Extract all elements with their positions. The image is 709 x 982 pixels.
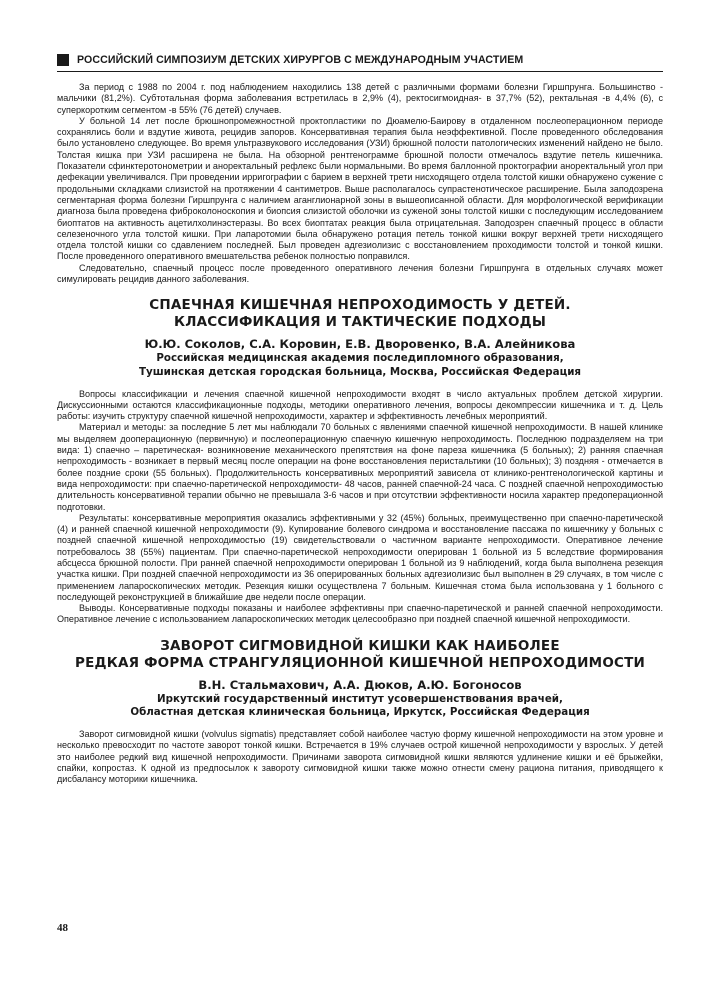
affiliation-line: Российская медицинская академия последипломного образования,	[156, 352, 564, 365]
intro-section	[57, 82, 663, 285]
article-adhesive-obstruction	[57, 297, 663, 625]
paragraph: У больной 14 лет после брюшнопромежностной проктопластики по Дюамелю-Баирову в отдаленном послеоперационном периоде сохранялись боли и вздутие живота, рецидив запоров. Консервативная терапия была неэффективной. После проведенного обследования было установлено следующее. Во время ультразвукового исследования (УЗИ) брюшной полости патологических изменений найдено не было. Толстая кишка при УЗИ расширена не была. На обзорной рентгенограмме брюшной полости отмечалось вздутие петель кишечника. Показатели сфинктеротонометрии и аноректальный рефлекс были нормальными. Во время баллонной проктографии аноректальный угол при дефекации увеличивался. При проведении ирригографии с барием в верхней трети нисходящего отдела толстой кишки обнаружено сужение с продольными складками слизистой на протяжении 4 сантиметров. Выше располагалось супрастенотическое расширение. Была заподозрена сегментарная форма болезни Гиршпрунга с наличием аганглионарной зоны в вышеописанной области. Для морфологической верификации диагноза была проведена фиброколоноскопия и биопсия слизистой оболочки из суженой зоны толстой кишки с последующим исследованием биоптатов на активность ацетилхолинэстеразы. Во всех биоптатах реакция была отрицательная. Заподозрен спаечный процесс в области селезеночного угла толстой кишки. При лапаротомии была обнаружено ротация петель тонкой кишки вокруг верхней трети нисходящего отдела толстой кишки со сдавлением последней. Был проведен адгезиолизис с восстановлением проходимости толстой и тонкой кишки. После проведенного оперативного вмешательства ребенок полностью поправился.	[57, 115, 663, 262]
article-title-line: СПАЕЧНАЯ КИШЕЧНАЯ НЕПРОХОДИМОСТЬ У ДЕТЕЙ.	[149, 297, 571, 314]
journal-section-title: РОССИЙСКИЙ СИМПОЗИУМ ДЕТСКИХ ХИРУРГОВ С МЕЖДУНАРОДНЫМ УЧАСТИЕМ	[77, 54, 524, 66]
paragraph: Заворот сигмовидной кишки (volvulus sigmatis) представляет собой наиболее частую форму кишечной непроходимости на этом уровне и несколько превосходит по частоте заворот тонкой кишки. Встречается в 19% случаев острой кишечной непроходимости у взрослых. У детей это наиболее редкий вид кишечной непроходимости. Причинами заворота сигмовидной кишки являются удлинение кишки и её брыжейки, спайки, копростаз. К одной из предпосылок к завороту сигмовидной кишки также можно отнести смену рациона питания, приводящего к дисбалансу моторики кишечника.	[57, 728, 663, 785]
article-affiliation	[57, 352, 663, 379]
paragraph: Следовательно, спаечный процесс после проведенного оперативного лечения болезни Гиршпрунга в отдельных случаях может симулировать рецидив данного заболевания.	[57, 262, 663, 285]
affiliation-line: Тушинская детская городская больница, Москва, Российская Федерация	[138, 365, 582, 378]
article-authors: Ю.Ю. Соколов, С.А. Коровин, Е.В. Дворовенко, В.А. Алейникова	[144, 337, 576, 352]
article-title	[57, 297, 663, 331]
article-title-line: РЕДКАЯ ФОРМА СТРАНГУЛЯЦИОННОЙ КИШЕЧНОЙ НЕПРОХОДИМОСТИ	[74, 654, 646, 671]
article-authors: В.Н. Стальмахович, А.А. Дюков, А.Ю. Богоносов	[198, 677, 522, 692]
article-title-line: ЗАВОРОТ СИГМОВИДНОЙ КИШКИ КАК НАИБОЛЕЕ	[160, 637, 560, 654]
article-affiliation	[57, 693, 663, 720]
paragraph: Материал и методы: за последние 5 лет мы наблюдали 70 больных с явлениями спаечной кишечной непроходимости. В нашей клинике мы выделяем дооперационную (первичную) и послеоперационную спаечную кишечную непроходимость. Последнюю подразделяем на три вида: 1) спаечно – паретическая- возникновение механического препятствия на фоне пареза кишечника (5 больных); 2) ранняя спаечная непроходимость - возникает в первый месяц после операции на фоне восстановления перистальтики (10 больных); 3) поздняя - отмечается в более поздние сроки (55 больных). Продолжительность консервативных мероприятий зависела от клинико-рентгенологической картины и вида непроходимости: при спаечно-паретической непроходимости- 48 часов, ранней спаечной-24 часа. С поздней спаечной непроходимостью длительность консервативной терапии обычно не превышала 3-6 часов и при отсутствии эффективности носила характер предоперационной подготовки.	[57, 422, 663, 512]
header-marker-square	[57, 54, 69, 66]
affiliation-line: Областная детская клиническая больница, Иркутск, Российская Федерация	[130, 706, 590, 719]
paragraph: Вопросы классификации и лечения спаечной кишечной непроходимости входят в число актуальных проблем детской хирургии. Дискуссионными остаются классификационные подходы, методики оперативного лечения, вопросы декомпрессии кишечника и т. д. Цель работы: изучить структуру спаечной кишечной непроходимости, характер и эффективность лечебных мероприятий.	[57, 388, 663, 422]
affiliation-line: Иркутский государственный институт усовершенствования врачей,	[157, 692, 563, 705]
paragraph: Результаты: консервативные мероприятия оказались эффективными у 32 (45%) больных, преимущественно при спаечно-паретической (4) и ранней спаечной кишечной непроходимости (9). Купирование болевого синдрома и восстановление пассажа по кишечнику у больных с поздней спаечной кишечной непроходимостью (19) свидетельствовали о частичном варианте непроходимости. Оперативное лечение потребовалось 38 (55%) пациентам. При спаечно-паретической непроходимости оперирован 1 больной из 5 вследствие формирования абсцесса брюшной полости. При ранней спаечной непроходимости оперирован 1 больной из 9 наблюдений, когда была выполнена резекция участка кишки. При поздней спаечной непроходимости из 36 оперированных больных адгезиолизис был выполнен в 29 случаях, в том числе с применением лапароскопических методик. Резекция кишки осуществлена 7 больным. Кишечная стома была использована у 1 больного с последующей реконструкцией в ближайшие две недели после операции.	[57, 512, 663, 602]
running-header	[57, 52, 663, 72]
paragraph: За период с 1988 по 2004 г. под наблюдением находились 138 детей с различными формами болезни Гиршпрунга. Большинство - мальчики (81,2%). Субтотальная форма заболевания встретилась в 2,9% (4), ректосигмоидная- в 37,7% (52), ректальная -в 4,4% (6), с суперкоротким сегментом -в 55% (76 детей) случаев.	[57, 82, 663, 115]
article-sigmoid-volvulus	[57, 638, 663, 786]
paragraph: Выводы. Консервативные подходы показаны и наиболее эффективны при спаечно-паретической и ранней спаечной непроходимости. Оперативное лечение с использованием лапароскопических методик целесообразно при поздней спаечной кишечной непроходимости.	[57, 603, 663, 625]
article-title	[57, 638, 663, 672]
page-content	[57, 52, 663, 785]
page-number: 48	[57, 922, 68, 934]
article-title-line: КЛАССИФИКАЦИЯ И ТАКТИЧЕСКИЕ ПОДХОДЫ	[173, 314, 547, 331]
